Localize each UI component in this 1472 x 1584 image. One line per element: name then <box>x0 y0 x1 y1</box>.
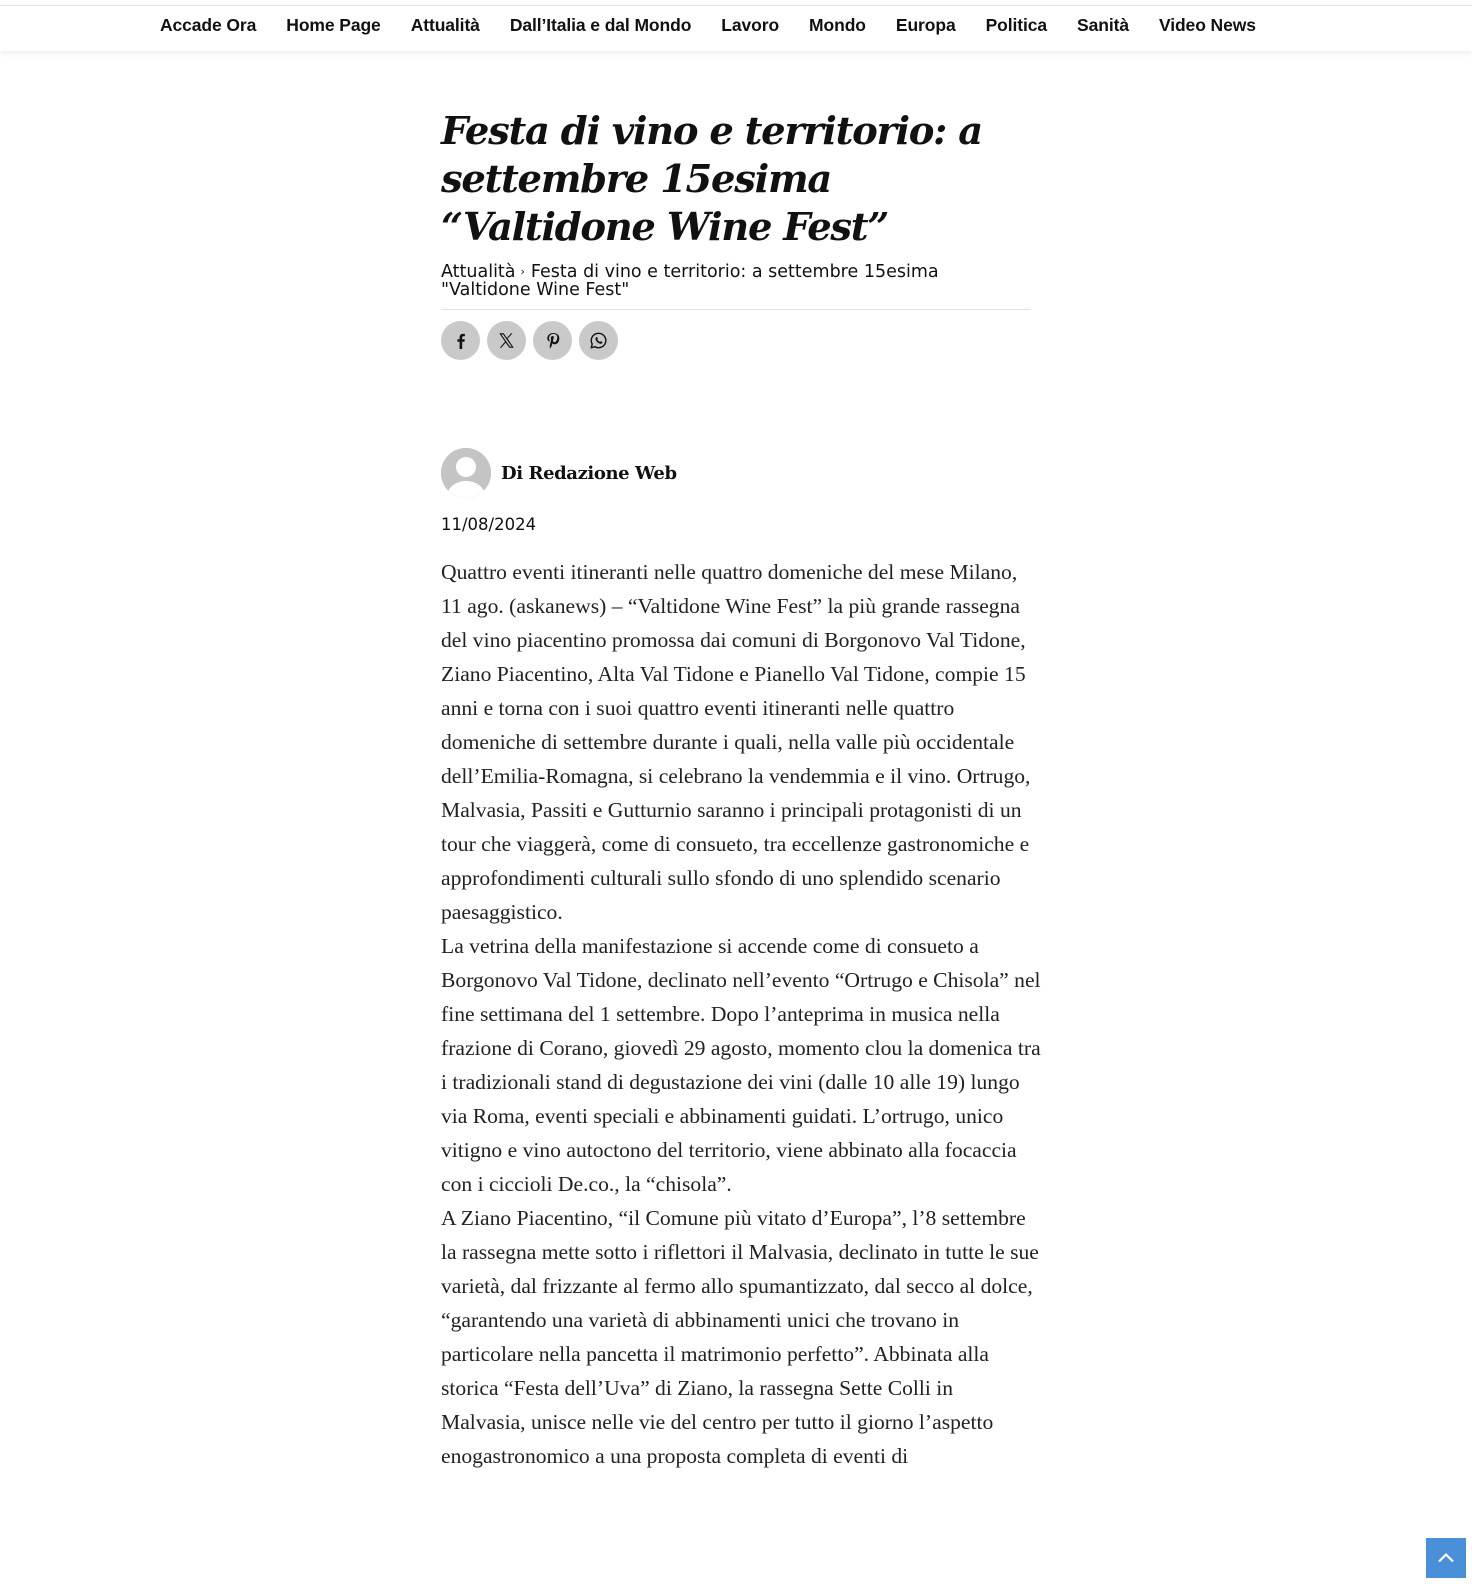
share-facebook-button[interactable] <box>441 321 480 360</box>
article-paragraph: A Ziano Piacentino, “il Comune più vitato d’Europa”, l’8 settembre la rassegna mette sotto i riflettori il Malvasia, declinato in tutte le sue varietà, dal frizzante al fermo allo spumantizzato, dal secco al dolce, “garantendo una varietà di abbinamenti unici che trovano in particolare nella pancetta il matrimonio perfetto”. Abbinata alla storica “Festa dell’Uva” di Ziano, la rassegna Sette Colli in Malvasia, unisce nelle vie del centro per tutto il giorno l’aspetto enogastronomico a una proposta completa di eventi di <box>441 1206 1039 1468</box>
article <box>441 108 1041 1473</box>
nav-item-attualita[interactable]: Attualità <box>410 15 480 35</box>
x-icon <box>498 332 515 349</box>
share-pinterest-button[interactable] <box>533 321 572 360</box>
nav-item-europa[interactable]: Europa <box>895 15 956 35</box>
main-menu <box>160 15 1256 36</box>
nav-item-mondo[interactable]: Mondo <box>809 15 866 35</box>
back-to-top-button[interactable] <box>1426 1538 1466 1578</box>
top-navigation-bar <box>0 5 1472 51</box>
author-name[interactable]: Di Redazione Web <box>501 462 677 484</box>
pinterest-icon <box>545 332 561 349</box>
arrow-up-icon <box>1437 1549 1455 1567</box>
breadcrumb-current: Festa di vino e territorio: a settembre 15esima "Valtidone Wine Fest" <box>441 262 939 300</box>
author-block <box>441 448 1031 498</box>
share-buttons <box>441 321 1031 360</box>
article-paragraph: Quattro eventi itineranti nelle quattro domeniche del mese Milano, 11 ago. (askanews) – “Valtidone Wine Fest” la più grande rassegna del vino piacentino promossa dai comuni di Borgonovo Val Tidone, Ziano Piacentino, Alta Val Tidone e Pianello Val Tidone, compie 15 anni e torna con i suoi quattro eventi itineranti nelle quattro domeniche di settembre durante i quali, nella valle più occidentale dell’Emilia-Romagna, si celebrano la vendemmia e il vino. Ortrugo, Malvasia, Passiti e Gutturnio saranno i principali protagonisti di un tour che viaggerà, come di consueto, tra eccellenze gastronomiche e approfondimenti culturali sullo sfondo di uno splendido scenario paesaggistico. <box>441 560 1031 924</box>
article-paragraph: La vetrina della manifestazione si accende come di consueto a Borgonovo Val Tidone, declinato nell’evento “Ortrugo e Chisola” nel fine settimana del 1 settembre. Dopo l’anteprima in musica nella frazione di Corano, giovedì 29 agosto, momento clou la domenica tra i tradizionali stand di degustazione dei vini (dalle 10 alle 19) lungo via Roma, eventi speciali e abbinamenti guidati. L’ortrugo, unico vitigno e vino autoctono del territorio, viene abbinato alla focaccia con i ciccioli De.co., la “chisola”. <box>441 934 1041 1196</box>
whatsapp-icon <box>590 332 607 349</box>
share-whatsapp-button[interactable] <box>579 321 618 360</box>
nav-item-sanita[interactable]: Sanità <box>1077 15 1129 35</box>
nav-item-video-news[interactable]: Video News <box>1158 15 1256 35</box>
user-avatar-icon <box>441 448 491 498</box>
nav-item-dall-italia-e-dal-mondo[interactable]: Dall’Italia e dal Mondo <box>509 15 692 35</box>
nav-item-accade-ora[interactable]: Accade Ora <box>160 15 257 35</box>
nav-item-politica[interactable]: Politica <box>985 15 1048 35</box>
share-x-button[interactable] <box>487 321 526 360</box>
article-title: Festa di vino e territorio: a settembre 15esima “Valtidone Wine Fest” <box>441 109 982 250</box>
breadcrumb-separator: › <box>520 265 525 278</box>
breadcrumb <box>441 263 1031 310</box>
breadcrumb-section-link[interactable]: Attualità <box>441 262 516 282</box>
author-avatar[interactable] <box>441 448 491 498</box>
article-body <box>441 555 1041 1473</box>
nav-item-lavoro[interactable]: Lavoro <box>721 15 780 35</box>
nav-item-home-page[interactable]: Home Page <box>286 15 381 35</box>
facebook-icon <box>453 333 469 349</box>
publish-date: 11/08/2024 <box>441 515 537 534</box>
